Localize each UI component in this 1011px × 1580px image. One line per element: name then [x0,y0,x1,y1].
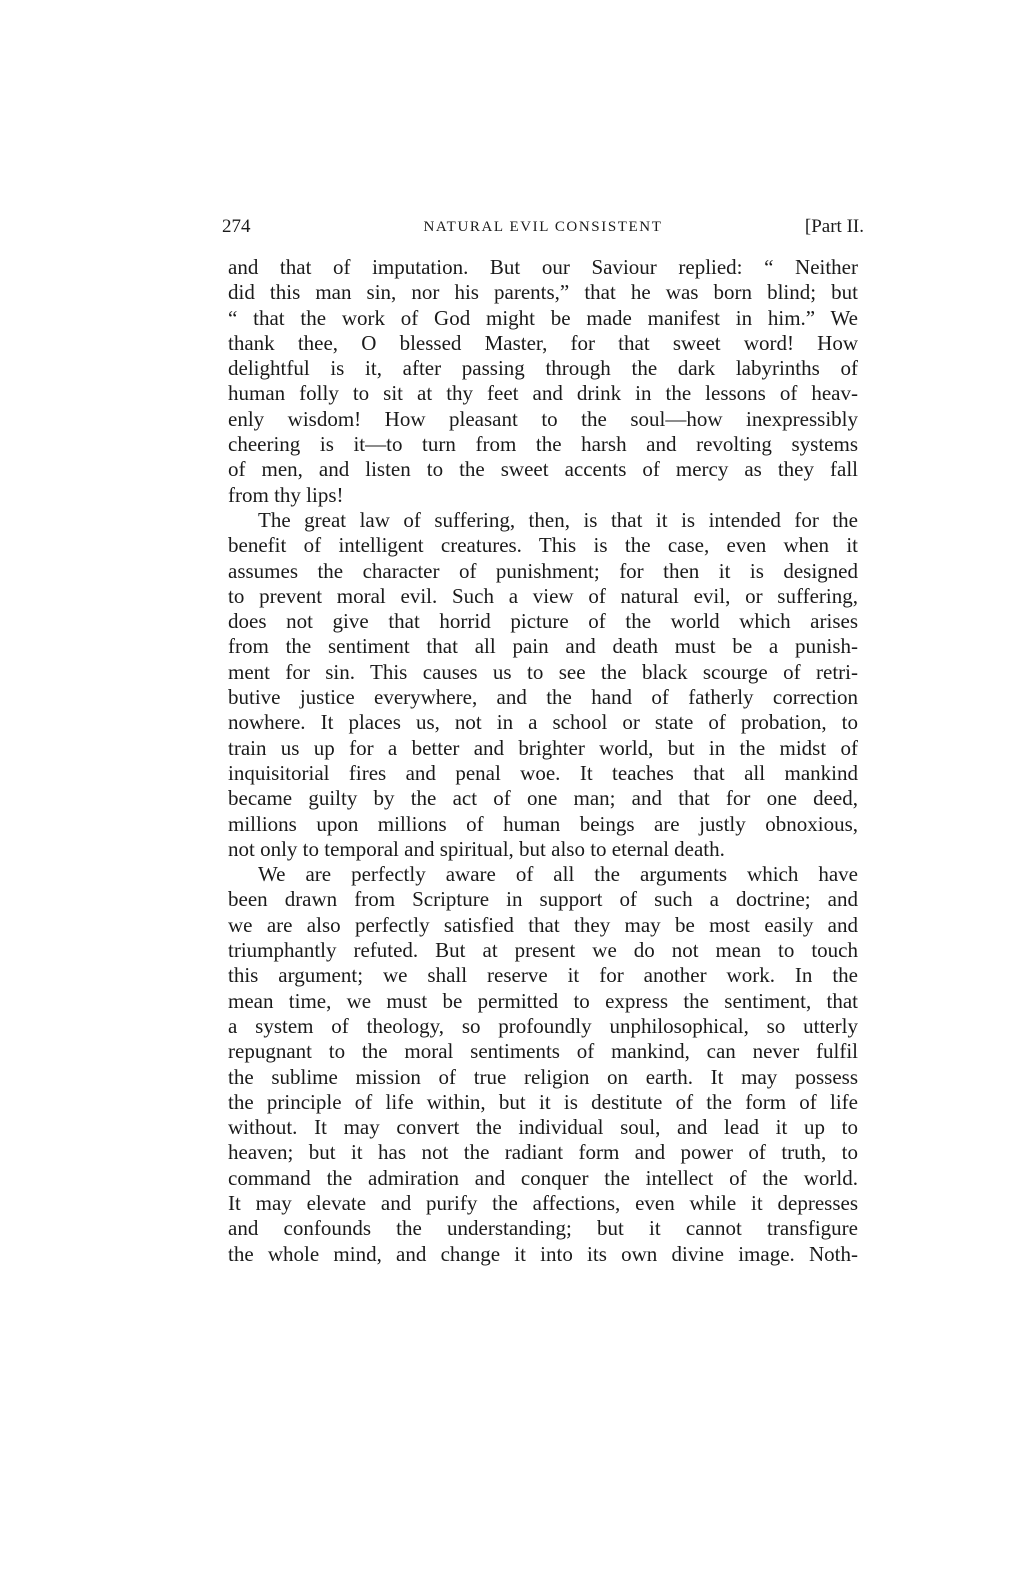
text-line: thank thee, O blessed Master, for that sweet word! How [228,330,858,355]
text-line: nowhere. It places us, not in a school or state of probation, to [228,710,858,735]
text-line: assumes the character of punishment; for then it is designed [228,558,858,583]
running-head [222,212,864,242]
text-line: from the sentiment that all pain and death must be a punish- [228,634,858,659]
text-line: enly wisdom! How pleasant to the soul—how inexpressibly [228,406,858,431]
text-line: It may elevate and purify the affections, even while it depresses [228,1190,858,1215]
text-line: from thy lips! [228,482,344,507]
paragraph-first-line: The great law of suffering, then, is that it is intended for the [258,507,858,532]
text-line: the sublime mission of true religion on earth. It may possess [228,1064,858,1089]
text-line: this argument; we shall reserve it for another work. In the [228,963,858,988]
text-line: butive justice everywhere, and the hand of fatherly correction [228,685,858,710]
text-line: been drawn from Scripture in support of such a doctrine; and [228,887,858,912]
text-line: millions upon millions of human beings are justly obnoxious, [228,811,858,836]
text-line: a system of theology, so profoundly unphilosophical, so utterly [228,1013,858,1038]
text-line: command the admiration and conquer the intellect of the world. [228,1165,858,1190]
text-line: does not give that horrid picture of the world which arises [228,609,858,634]
part-label: [Part II. [804,216,864,237]
text-line: “ that the work of God might be made manifest in him.” We [228,305,858,330]
text-line: inquisitorial fires and penal woe. It teaches that all mankind [228,760,858,785]
text-line: ment for sin. This causes us to see the black scourge of retri- [228,659,858,684]
text-line: did this man sin, nor his parents,” that he was born blind; but [228,280,858,305]
text-line: to prevent moral evil. Such a view of natural evil, or suffering, [228,583,858,608]
body-text [228,255,858,1267]
text-line: triumphantly refuted. But at present we do not mean to touch [228,938,858,963]
text-line: without. It may convert the individual soul, and lead it up to [228,1115,858,1140]
text-line: of men, and listen to the sweet accents of mercy as they fall [228,457,858,482]
text-line: benefit of intelligent creatures. This is the case, even when it [228,533,858,558]
text-line: not only to temporal and spiritual, but also to eternal death. [228,836,725,861]
text-line: the whole mind, and change it into its own divine image. Noth- [228,1241,858,1266]
text-line: train us up for a better and brighter world, but in the midst of [228,735,858,760]
text-line: cheering is it—to turn from the harsh and revolting systems [228,432,858,457]
text-line: repugnant to the moral sentiments of mankind, can never fulfil [228,1039,858,1064]
page-number: 274 [222,216,251,237]
text-line: human folly to sit at thy feet and drink in the lessons of heav- [228,381,858,406]
running-title: NATURAL EVIL CONSISTENT [423,219,663,235]
text-line: we are also perfectly satisfied that they may be most easily and [228,912,858,937]
text-line: heaven; but it has not the radiant form and power of truth, to [228,1140,858,1165]
text-line: became guilty by the act of one man; and that for one deed, [228,786,858,811]
text-line: and confounds the understanding; but it cannot transfigure [228,1216,858,1241]
text-line: mean time, we must be permitted to express the sentiment, that [228,988,858,1013]
text-line: and that of imputation. But our Saviour replied: “ Neither [228,255,858,279]
text-line: delightful is it, after passing through the dark labyrinths of [228,356,858,381]
text-line: the principle of life within, but it is destitute of the form of life [228,1089,858,1114]
paragraph-first-line: We are perfectly aware of all the arguments which have [258,862,858,887]
